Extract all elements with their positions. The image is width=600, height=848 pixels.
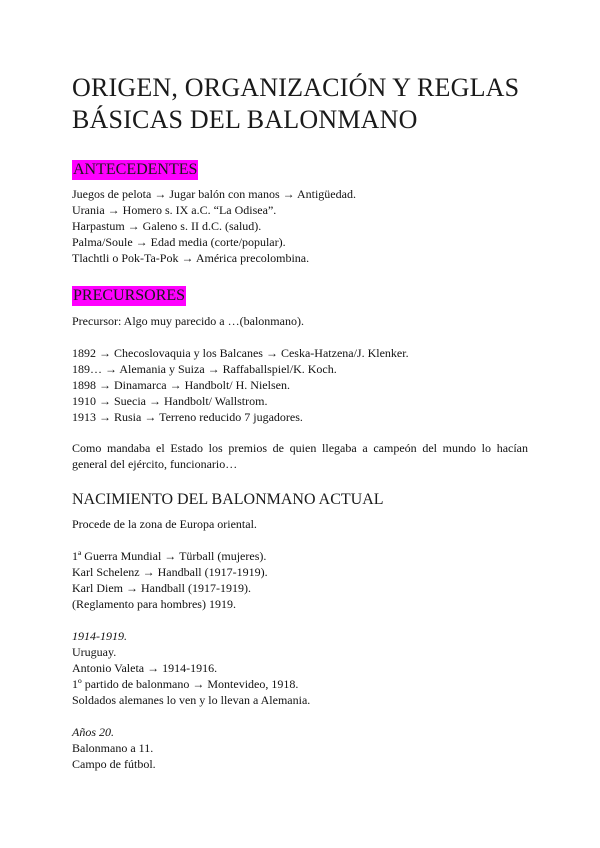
nacimiento-list bbox=[72, 548, 528, 612]
antecedentes-line: Harpastum → Galeno s. II d.C. (salud). bbox=[72, 219, 262, 233]
nacimiento-heading: NACIMIENTO DEL BALONMANO ACTUAL bbox=[72, 491, 384, 508]
document-title bbox=[72, 72, 519, 136]
precursor-definition-line: Precursor: Algo muy parecido a …(balonmano). bbox=[72, 314, 304, 328]
nacimiento-line: Karl Schelenz → Handball (1917-1919). bbox=[72, 565, 268, 579]
precursores-definition bbox=[72, 313, 528, 329]
precursores-line: 1892 → Checoslovaquia y los Balcanes → Ceska-Hatzena/J. Klenker. bbox=[72, 346, 409, 360]
period-label: 1914-1919. bbox=[72, 629, 127, 643]
title-line-2: BÁSICAS DEL BALONMANO bbox=[72, 105, 418, 134]
period-label: Años 20. bbox=[72, 725, 114, 739]
nacimiento-line: (Reglamento para hombres) 1919. bbox=[72, 597, 236, 611]
antecedentes-line: Palma/Soule → Edad media (corte/popular). bbox=[72, 235, 286, 249]
antecedentes-line: Juegos de pelota → Jugar balón con manos → Antigüedad. bbox=[72, 187, 356, 201]
nacimiento-intro-line: Procede de la zona de Europa oriental. bbox=[72, 517, 257, 531]
antecedentes-line: Tlachtli o Pok-Ta-Pok → América precolombina. bbox=[72, 251, 310, 265]
precursores-line: 1913 → Rusia → Terreno reducido 7 jugadores. bbox=[72, 410, 303, 424]
precursores-line: 1898 → Dinamarca → Handbolt/ H. Nielsen. bbox=[72, 378, 290, 392]
antecedentes-heading: ANTECEDENTES bbox=[73, 161, 198, 178]
period-1914-1919 bbox=[72, 628, 528, 708]
period-line: Campo de fútbol. bbox=[72, 757, 156, 771]
title-line-1: ORIGEN, ORGANIZACIÓN Y REGLAS bbox=[72, 73, 520, 102]
precursores-line: 189… → Alemania y Suiza → Raffaballspiel/K. Koch. bbox=[72, 362, 337, 376]
nacimiento-line: Karl Diem → Handball (1917-1919). bbox=[72, 581, 251, 595]
period-line: Antonio Valeta → 1914-1916. bbox=[72, 661, 218, 675]
precursores-line: 1910 → Suecia → Handbolt/ Wallstrom. bbox=[72, 394, 268, 408]
period-anos-20 bbox=[72, 724, 528, 772]
period-line: Uruguay. bbox=[72, 645, 117, 659]
antecedentes-line: Urania → Homero s. IX a.C. “La Odisea”. bbox=[72, 203, 277, 217]
period-line: Soldados alemanes lo ven y lo llevan a Alemania. bbox=[72, 693, 311, 707]
precursores-heading: PRECURSORES bbox=[73, 287, 186, 304]
precursores-list bbox=[72, 345, 528, 425]
nacimiento-intro bbox=[72, 516, 528, 532]
antecedentes-list bbox=[72, 186, 528, 266]
precursores-paragraph: Como mandaba el Estado los premios de quien llegaba a campeón del mundo lo hacían general del ejército, funcionario… bbox=[72, 441, 528, 471]
nacimiento-line: 1ª Guerra Mundial → Türball (mujeres). bbox=[72, 549, 267, 563]
period-line: Balonmano a 11. bbox=[72, 741, 154, 755]
period-line: 1º partido de balonmano → Montevideo, 1918. bbox=[72, 677, 299, 691]
